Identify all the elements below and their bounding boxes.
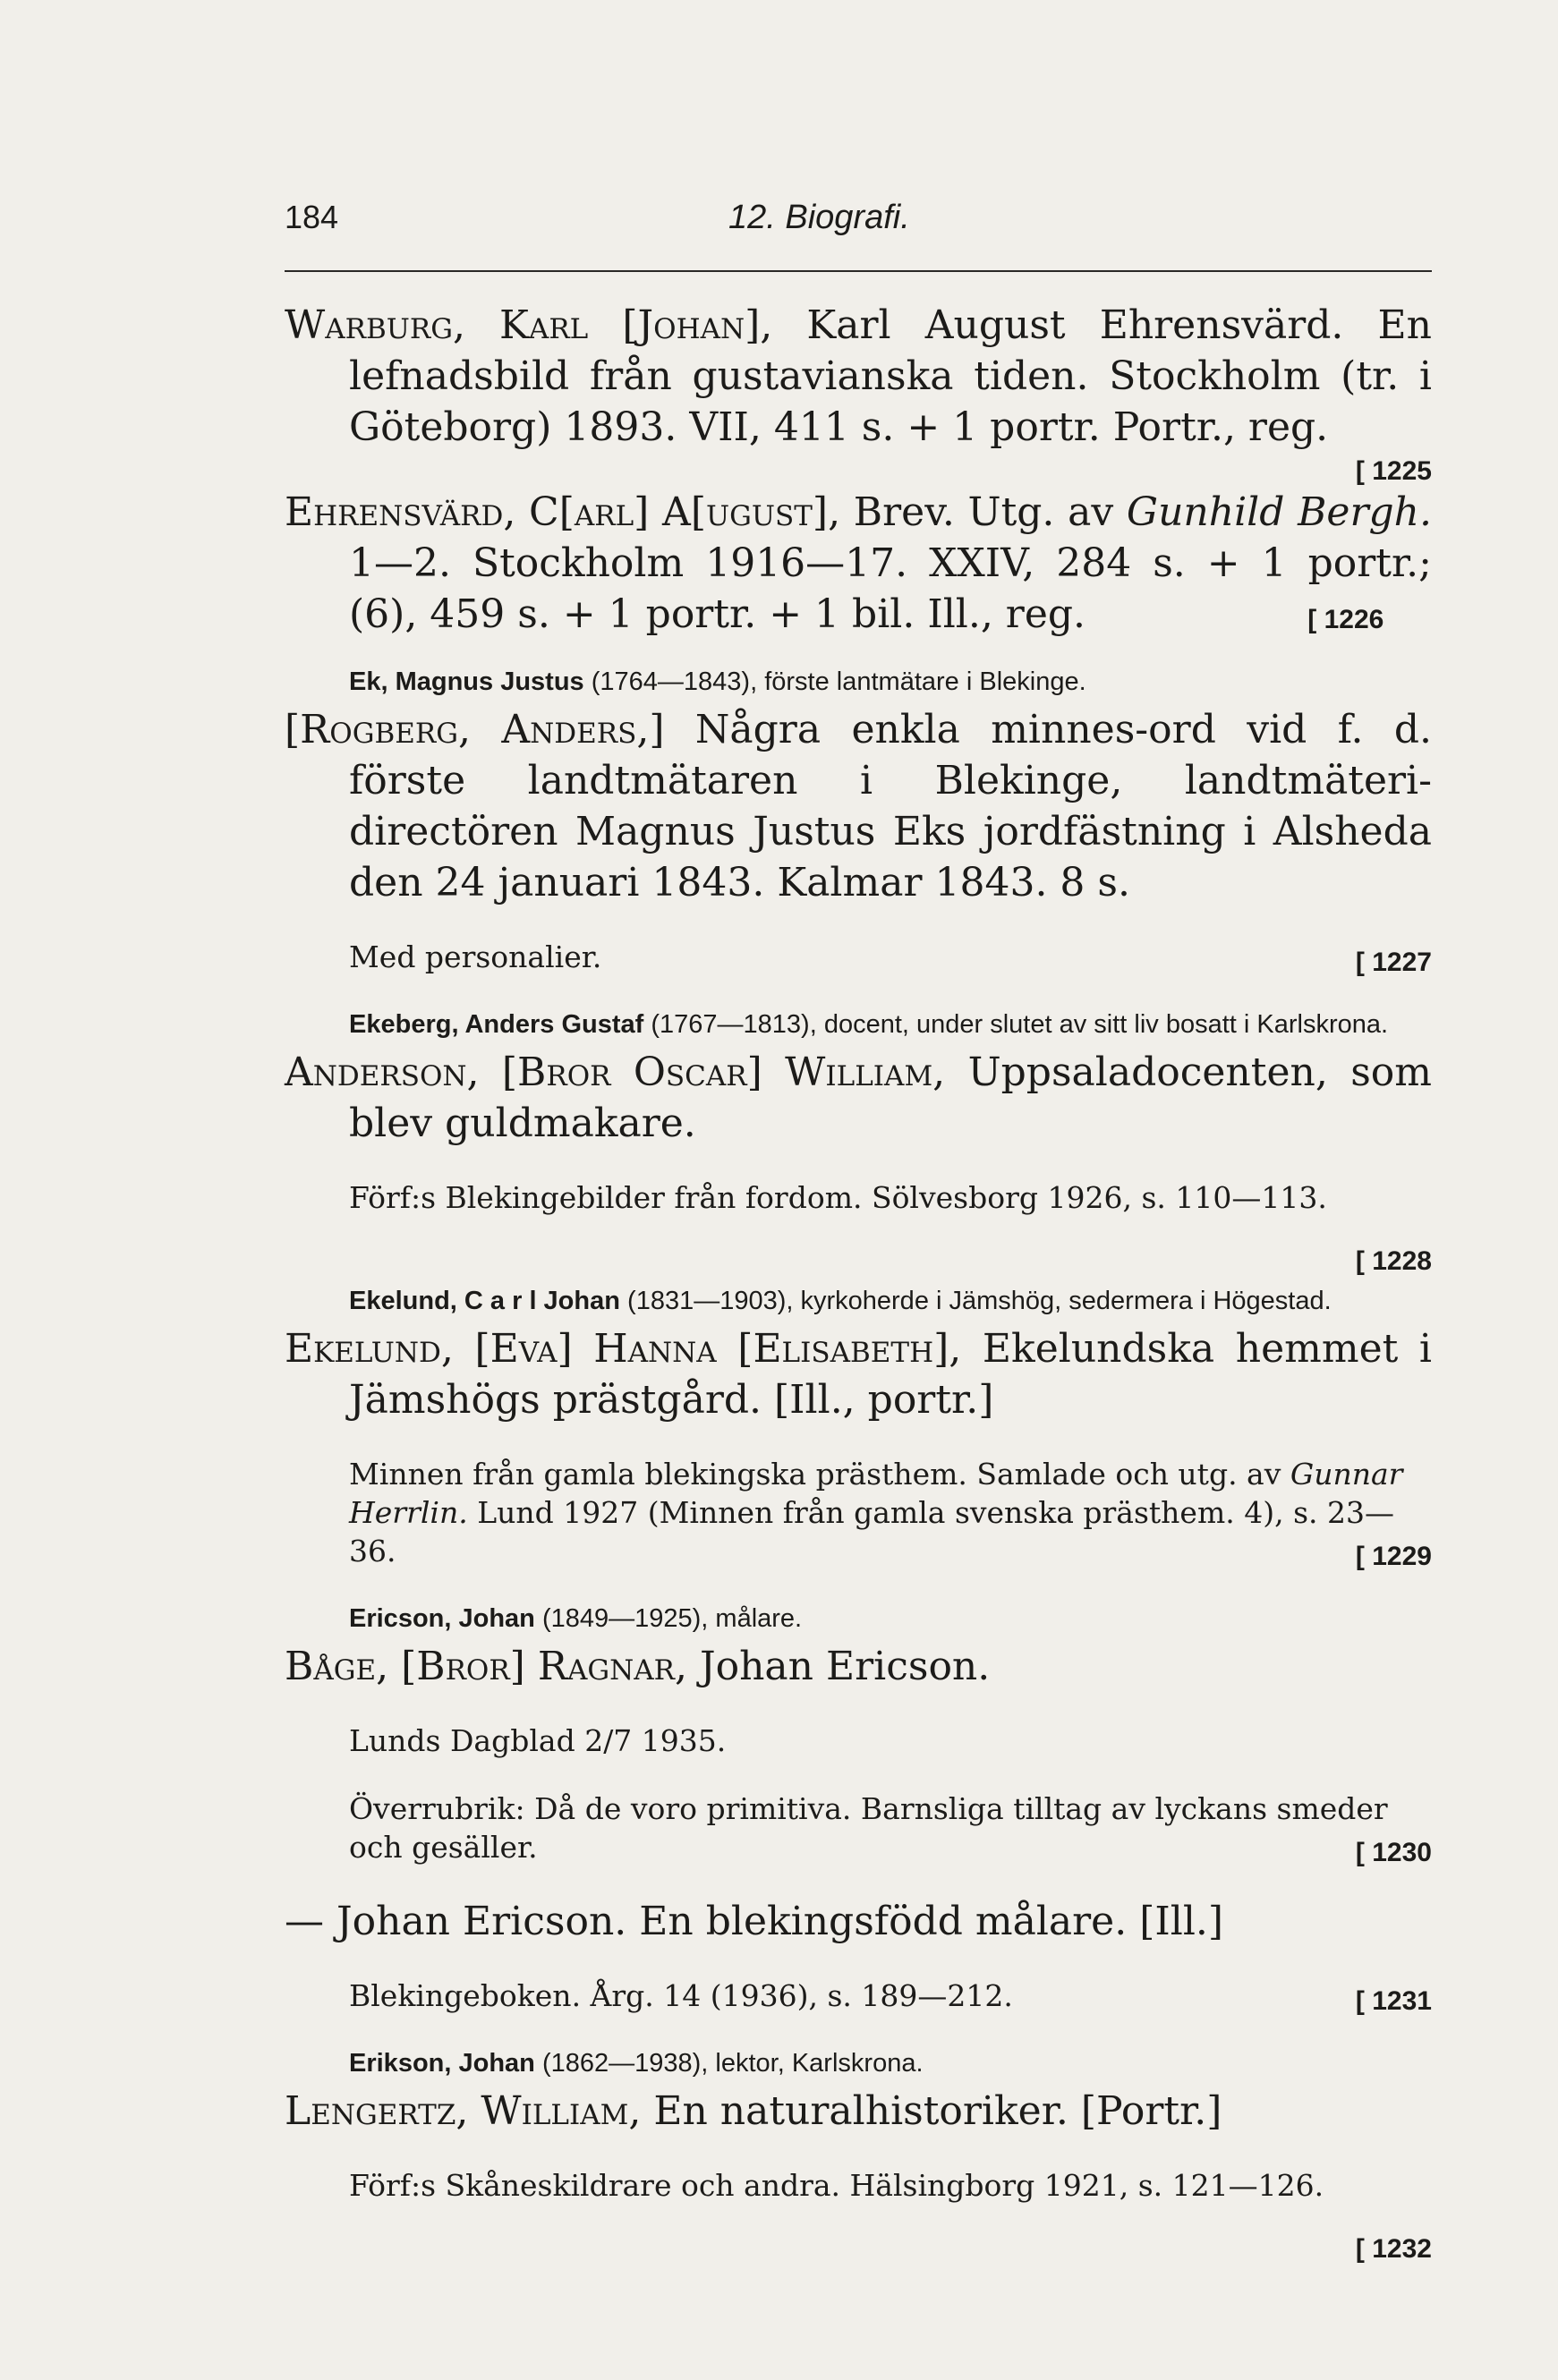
- entry-1231: [285, 1896, 1432, 2015]
- entry-author: Ekelund, [Eva] Hanna [Elisabeth],: [285, 1326, 962, 1372]
- entry-note: Förf:s Skåneskildrare och andra. Hälsingborg 1921, s. 121—126.: [349, 2168, 1324, 2203]
- entry-number: [ 1231: [1355, 1986, 1432, 2016]
- entry-1230: [285, 1641, 1432, 1866]
- entry-number: [ 1225: [1355, 456, 1432, 486]
- person-desc: (1764—1843), förste lantmätare i Blekinge.: [591, 667, 1086, 696]
- entry-number: [ 1230: [1355, 1838, 1432, 1867]
- entry-note-2: Överrubrik: Då de voro primitiva. Barnsliga tilltag av lyckans smeder och gesäller.: [349, 1791, 1388, 1865]
- entry-note-rest: Lund 1927 (Minnen från gamla svenska prästhem. 4), s. 23—36.: [349, 1495, 1394, 1568]
- person-heading: [349, 2044, 1432, 2082]
- running-head: 12. Biografi.: [728, 199, 910, 236]
- person-name: Ekelund, C a r l Johan: [349, 1287, 620, 1315]
- entry-title: Brev. Utg. av: [853, 489, 1114, 535]
- entry-note-editor: Gunnar Herrlin.: [349, 1457, 1403, 1530]
- person-name: Ericson, Johan: [349, 1604, 535, 1633]
- entry-note: Lunds Dagblad 2/7 1935.: [349, 1723, 727, 1758]
- entry-number: [ 1226: [1307, 605, 1384, 634]
- entry-1232: [285, 2086, 1432, 2265]
- person-name: Erikson, Johan: [349, 2049, 535, 2078]
- entry-1229: [285, 1323, 1432, 1570]
- page-number: 184: [285, 199, 339, 235]
- entry-title-rest: 1—2. Stockholm 1916—17. XXIV, 284 s. + 1 portr.; (6), 459 s. + 1 portr. + 1 bil. Ill., reg.: [349, 540, 1432, 637]
- person-heading: [349, 1282, 1432, 1320]
- person-desc: (1831—1903), kyrkoherde i Jämshög, sedermera i Högestad.: [627, 1287, 1332, 1315]
- entry-title: Ekelundska hemmet i Jämshögs prästgård. [Ill., portr.]: [349, 1326, 1432, 1423]
- entry-title: — Johan Ericson. En blekingsfödd målare. [Ill.]: [285, 1899, 1224, 1944]
- entry-note: Blekingeboken. Årg. 14 (1936), s. 189—212.: [349, 1978, 1013, 2013]
- entry-title: Några enkla minnes-ord vid f. d. förste landtmätaren i Blekinge, landtmäteri-directören Magnus Justus Eks jordfästning i Alsheda den 24 januari 1843. Kalmar 1843. 8 s.: [349, 707, 1432, 905]
- entry-number: [ 1232: [1355, 2234, 1432, 2264]
- entry-number: [ 1228: [1355, 1246, 1432, 1276]
- entry-note: Minnen från gamla blekingska prästhem. Samlade och utg. av: [349, 1457, 1281, 1492]
- entry-author: Båge, [Bror] Ragnar,: [285, 1644, 687, 1689]
- entry-1226: [285, 487, 1432, 640]
- person-name: Ekeberg, Anders Gustaf: [349, 1010, 644, 1039]
- person-heading: [349, 1006, 1432, 1043]
- person-desc: (1862—1938), lektor, Karlskrona.: [541, 2049, 924, 2078]
- entry-1227: [285, 704, 1432, 976]
- entry-number: [ 1227: [1355, 948, 1432, 977]
- entry-title: En naturalhistoriker. [Portr.]: [653, 2088, 1222, 2134]
- entry-author: Ehrensvärd, C[arl] A[ugust],: [285, 489, 841, 535]
- entry-1225: [285, 300, 1432, 487]
- entry-title: Karl August Ehrensvärd. En lefnadsbild från gustavianska tiden. Stockholm (tr. i Göteborg) 1893. VII, 411 s. + 1 portr. Portr., reg.: [349, 302, 1432, 450]
- entry-number: [ 1229: [1355, 1542, 1432, 1571]
- person-name: Ek, Magnus Justus: [349, 667, 584, 696]
- entry-author: Warburg, Karl [Johan],: [285, 302, 773, 348]
- person-heading: [349, 1600, 1432, 1637]
- entry-editor: Gunhild Bergh.: [1126, 489, 1432, 535]
- bibliography-content: [285, 300, 1432, 2265]
- person-desc: (1849—1925), målare.: [541, 1604, 803, 1633]
- entry-title: Uppsaladocenten, som blev guldmakare.: [349, 1050, 1432, 1146]
- entry-author: Lengertz, William,: [285, 2088, 642, 2134]
- entry-1228: [285, 1047, 1432, 1277]
- entry-author: Anderson, [Bror Oscar] William,: [285, 1050, 946, 1095]
- entry-note: Med personalier.: [349, 939, 602, 974]
- page-header: [285, 199, 1432, 272]
- entry-title: Johan Ericson.: [699, 1644, 991, 1689]
- entry-author: [Rogberg, Anders,]: [285, 707, 665, 752]
- entry-note: Förf:s Blekingebilder från fordom. Sölvesborg 1926, s. 110—113.: [349, 1180, 1327, 1215]
- person-desc: (1767—1813), docent, under slutet av sitt liv bosatt i Karlskrona.: [651, 1010, 1389, 1039]
- person-heading: [349, 663, 1432, 701]
